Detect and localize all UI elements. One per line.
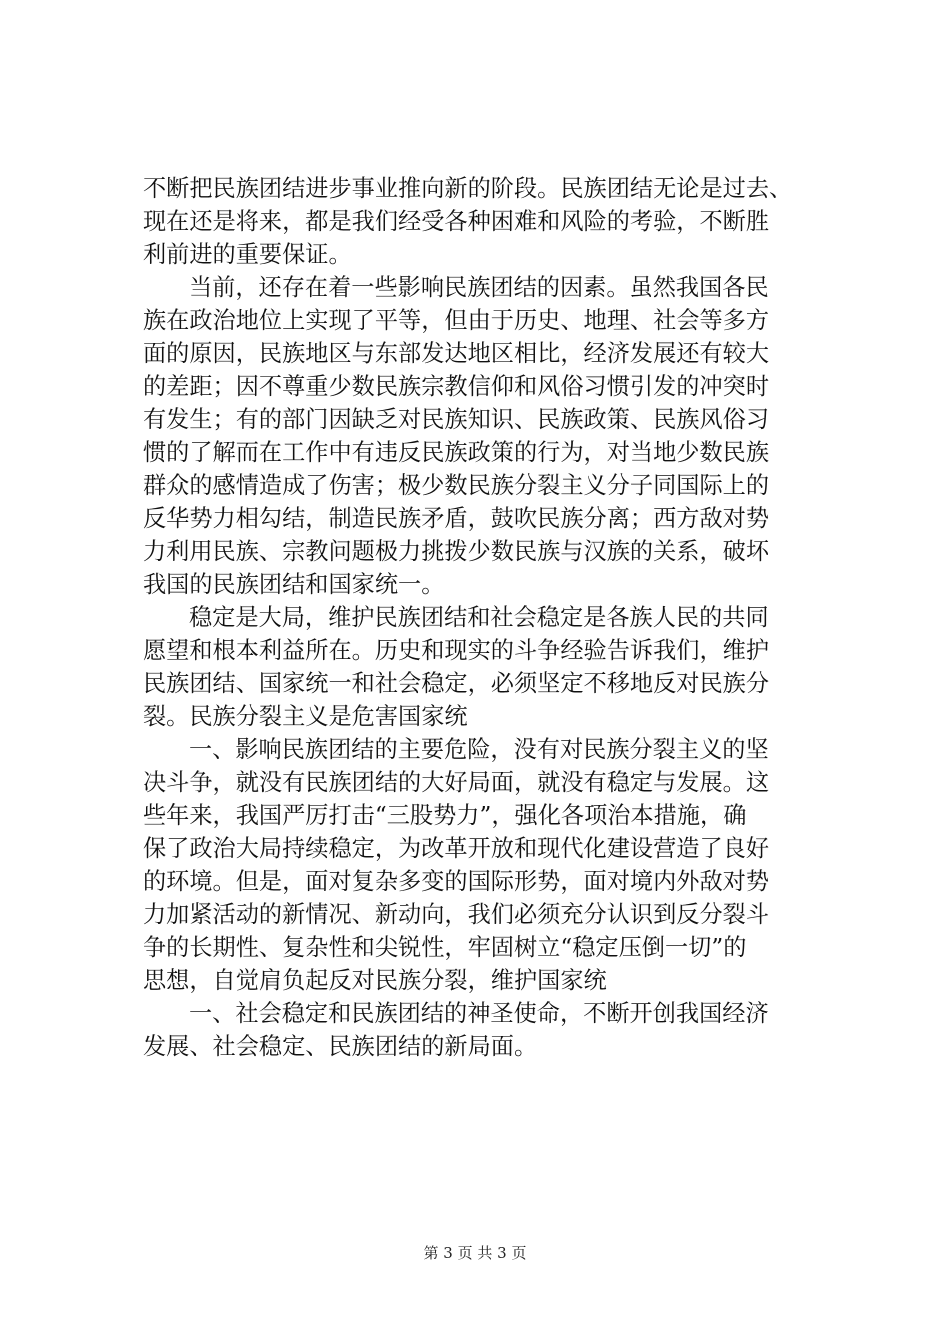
text-line: 思想，自觉肩负起反对民族分裂，维护国家统 (143, 967, 607, 994)
text-line: 利前进的重要保证。 (143, 241, 352, 268)
text-line: 力加紧活动的新情况、新动向，我们必须充分认识到反分裂斗 (143, 901, 770, 928)
document-body (143, 172, 833, 1063)
paragraph-start-line: 稳定是大局，维护民族团结和社会稳定是各族人民的共同 (189, 604, 769, 631)
page-number-label: 第 3 页 共 3 页 (423, 1244, 527, 1262)
text-line: 裂。民族分裂主义是危害国家统 (143, 703, 468, 730)
text-line: 惯的了解而在工作中有违反民族政策的行为，对当地少数民族 (143, 439, 770, 466)
paragraph-start-line: 当前，还存在着一些影响民族团结的因素。虽然我国各民 (189, 274, 769, 301)
page-footer (0, 1243, 950, 1263)
text-line: 面的原因，民族地区与东部发达地区相比，经济发展还有较大 (143, 340, 770, 367)
text-line: 些年来，我国严厉打击“三股势力”，强化各项治本措施，确 (143, 802, 747, 829)
text-line: 愿望和根本利益所在。历史和现实的斗争经验告诉我们，维护 (143, 637, 770, 664)
text-line: 我国的民族团结和国家统一。 (143, 571, 445, 598)
text-line: 发展、社会稳定、民族团结的新局面。 (143, 1033, 538, 1060)
text-line: 保了政治大局持续稳定，为改革开放和现代化建设营造了良好 (143, 835, 770, 862)
text-line: 力利用民族、宗教问题极力挑拨少数民族与汉族的关系，破坏 (143, 538, 770, 565)
text-line: 决斗争，就没有民族团结的大好局面，就没有稳定与发展。这 (143, 769, 770, 796)
text-line: 争的长期性、复杂性和尖锐性，牢固树立“稳定压倒一切”的 (143, 934, 747, 961)
text-line: 民族团结、国家统一和社会稳定，必须坚定不移地反对民族分 (143, 670, 770, 697)
text-line: 的差距；因不尊重少数民族宗教信仰和风俗习惯引发的冲突时 (143, 373, 770, 400)
text-line: 反华势力相勾结，制造民族矛盾，鼓吹民族分离；西方敌对势 (143, 505, 770, 532)
text-line: 现在还是将来，都是我们经受各种困难和风险的考验，不断胜 (143, 208, 770, 235)
paragraph-start-line: 一、影响民族团结的主要危险，没有对民族分裂主义的坚 (189, 736, 769, 763)
text-line: 不断把民族团结进步事业推向新的阶段。民族团结无论是过去、 (143, 175, 793, 202)
text-line: 有发生；有的部门因缺乏对民族知识、民族政策、民族风俗习 (143, 406, 770, 433)
paragraph-start-line: 一、社会稳定和民族团结的神圣使命，不断开创我国经济 (189, 1000, 769, 1027)
text-line: 群众的感情造成了伤害；极少数民族分裂主义分子同国际上的 (143, 472, 770, 499)
text-line: 族在政治地位上实现了平等，但由于历史、地理、社会等多方 (143, 307, 770, 334)
text-line: 的环境。但是，面对复杂多变的国际形势，面对境内外敌对势 (143, 868, 770, 895)
